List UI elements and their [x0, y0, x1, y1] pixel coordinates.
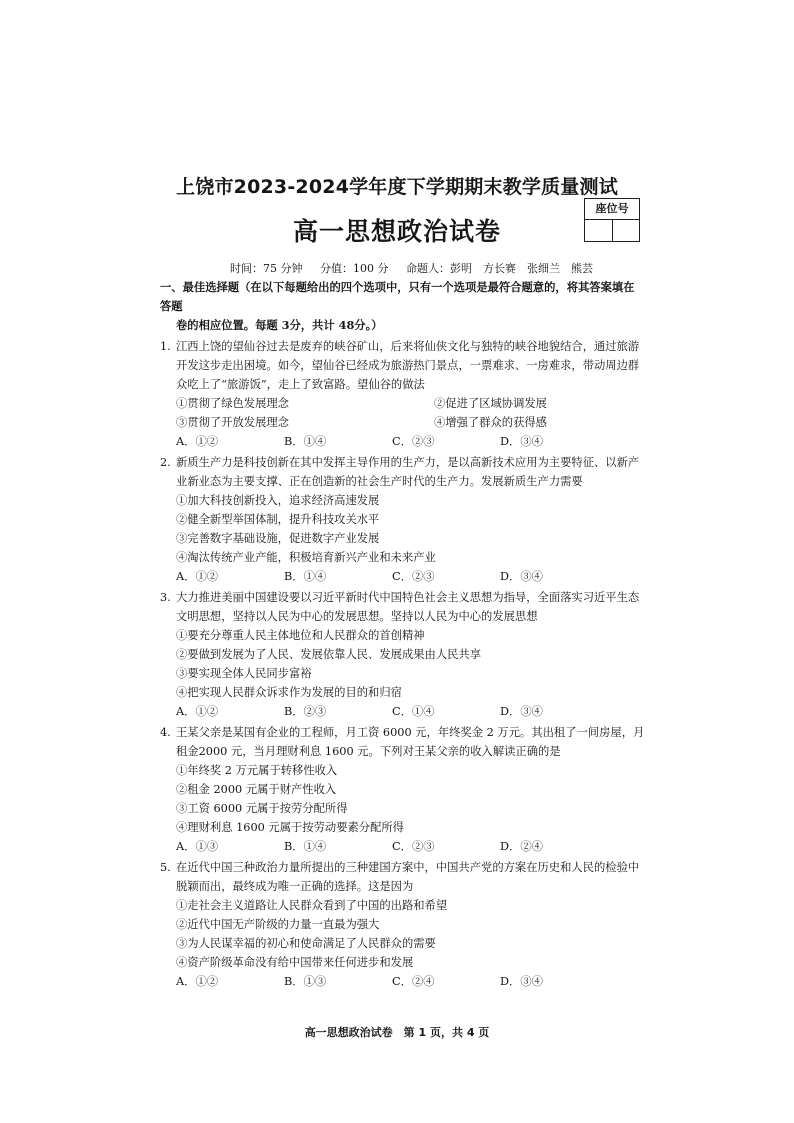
- exam-score: 分值：100 分: [320, 262, 389, 275]
- question-3: [160, 588, 645, 721]
- option: ①年终奖 2 万元属于转移性收入: [176, 764, 338, 777]
- answer-choice-a: A．①③: [176, 840, 219, 853]
- option: ①贯彻了绿色发展理念: [176, 397, 289, 410]
- question-number: 1.: [160, 340, 171, 353]
- option: ④资产阶级革命没有给中国带来任何进步和发展: [176, 956, 414, 969]
- section-heading-line-2: 卷的相应位置。每题 3分，共计 48分。）: [176, 318, 383, 332]
- stem-line: 新业态为主要支撑、正在创造新的社会生产时代的生产力。发展新质生产力需要: [187, 475, 583, 488]
- stem-line: 新质生产力是科技创新在其中发挥主导作用的生产力，是以高新技术应用为主要特征、以新产业: [176, 456, 640, 488]
- question-number: 4.: [160, 726, 171, 739]
- answer-choice-c: C．①④: [392, 705, 435, 718]
- question-number: 2.: [160, 456, 171, 469]
- exam-authors: 命题人：彭明 方长赛 张细兰 熊芸: [406, 262, 593, 275]
- option: ②健全新型举国体制，提升科技攻关水平: [176, 513, 380, 526]
- stem-line: 在近代中国三种政治力量所提出的三种建国方案中，中国共产党的方案在历史和人民的检验中脱: [176, 861, 640, 893]
- question-stem: [160, 588, 645, 626]
- option: ④理财利息 1600 元属于按劳动要素分配所得: [176, 821, 404, 834]
- option-row: [160, 394, 645, 413]
- exam-meta: [230, 260, 607, 276]
- answer-choice-b: B．①④: [284, 840, 327, 853]
- option: ④把实现人民群众诉求作为发展的目的和归宿: [176, 686, 402, 699]
- exam-subtitle: 高一思想政治试卷: [292, 217, 501, 246]
- question-5: [160, 858, 645, 991]
- answer-choice-c: C．②③: [392, 570, 435, 583]
- stem-line: 上了“旅游饭”，走上了致富路。望仙谷的做法: [198, 378, 425, 391]
- answer-choices: [160, 702, 645, 721]
- option: ③要实现全体人民同步富裕: [176, 667, 312, 680]
- answer-choice-c: C．②④: [392, 975, 435, 988]
- option: ②租金 2000 元属于财产性收入: [176, 783, 337, 796]
- question-4: [160, 723, 645, 856]
- option: ①要充分尊重人民主体地位和人民群众的首创精神: [176, 629, 425, 642]
- answer-choice-a: A．①②: [176, 705, 219, 718]
- exam-content: [160, 278, 645, 991]
- seat-number-box: [584, 198, 640, 242]
- option: ②促进了区域协调发展: [434, 397, 547, 410]
- answer-choice-d: D．③④: [500, 570, 543, 583]
- option: ③完善数字基础设施，促进数字产业发展: [176, 532, 380, 545]
- option: ②要做到发展为了人民、发展依靠人民、发展成果由人民共享: [176, 648, 482, 661]
- answer-choice-a: A．①②: [176, 570, 219, 583]
- stem-line: 颖而出，最终成为唯一正确的选择。这是因为: [187, 880, 414, 893]
- answer-choice-a: A．①②: [176, 435, 219, 448]
- option: ③为人民谋幸福的初心和使命满足了人民群众的需要: [176, 937, 436, 950]
- answer-choice-d: D．③④: [500, 705, 543, 718]
- question-number: 5.: [160, 861, 171, 874]
- answer-choices: [160, 972, 645, 991]
- answer-choice-d: D．②④: [500, 840, 543, 853]
- answer-choice-b: B．②③: [284, 705, 327, 718]
- page-footer: 高一思想政治试卷 第 1 页，共 4 页: [304, 1026, 490, 1039]
- seat-cell-1: [585, 220, 612, 241]
- answer-choices: [160, 567, 645, 586]
- question-2: [160, 453, 645, 586]
- answer-choices: [160, 432, 645, 451]
- option: ④淘汰传统产业产能，积极培育新兴产业和未来产业: [176, 551, 436, 564]
- option: ④增强了群众的获得感: [434, 416, 547, 429]
- stem-line: 江西上饶的望仙谷过去是废弃的峡谷矿山，后来将仙侠文化与独特的峡谷地貌结合，通过旅游开: [176, 340, 640, 372]
- answer-choice-c: C．②③: [392, 435, 435, 448]
- option-row: [160, 413, 645, 432]
- option: ②近代中国无产阶级的力量一直最为强大: [176, 918, 380, 931]
- exam-title: 上饶市2023-2024学年度下学期期末教学质量测试: [176, 176, 618, 198]
- answer-choice-b: B．①③: [284, 975, 327, 988]
- answer-choice-b: B．①④: [284, 435, 327, 448]
- stem-line: 发这步走出困境。如今，望仙谷已经成为旅游热门景点，一票难求、一房难求，带动周边群众吃: [176, 359, 640, 391]
- answer-choice-b: B．①④: [284, 570, 327, 583]
- seat-cell-2: [612, 220, 640, 241]
- question-stem: [160, 453, 645, 491]
- section-heading: [160, 278, 645, 335]
- stem-line: 大力推进美丽中国建设要以习近平新时代中国特色社会主义思想为指导，全面落实习近平生态文: [176, 591, 640, 623]
- stem-line: 2000 元，当月理财利息 1600 元。下列对王某父亲的收入解读正确的是: [198, 745, 561, 758]
- answer-choices: [160, 837, 645, 856]
- stem-line: 明思想，坚持以人民为中心的发展思想。坚持以人民为中心的发展思想: [187, 610, 538, 623]
- question-stem: [160, 337, 645, 394]
- answer-choice-d: D．③④: [500, 435, 543, 448]
- question-number: 3.: [160, 591, 171, 604]
- question-stem: [160, 723, 645, 761]
- stem-line: 王某父亲是某国有企业的工程师，月工资 6000 元，年终奖金 2 万元。其出租了一间房屋，月租金: [176, 726, 645, 758]
- option: ③贯彻了开放发展理念: [176, 416, 289, 429]
- question-stem: [160, 858, 645, 896]
- answer-choice-a: A．①②: [176, 975, 219, 988]
- option: ①加大科技创新投入，追求经济高速发展: [176, 494, 380, 507]
- answer-choice-d: D．③④: [500, 975, 543, 988]
- section-heading-line-1: 一、最佳选择题（在以下每题给出的四个选项中，只有一个选项是最符合题意的，将其答案填在答题: [160, 280, 635, 313]
- option: ①走社会主义道路让人民群众看到了中国的出路和希望: [176, 899, 448, 912]
- seat-number-label: 座位号: [585, 199, 639, 220]
- option: ③工资 6000 元属于按劳分配所得: [176, 802, 348, 815]
- question-1: [160, 337, 645, 451]
- exam-time: 时间：75 分钟: [230, 262, 303, 275]
- answer-choice-c: C．②③: [392, 840, 435, 853]
